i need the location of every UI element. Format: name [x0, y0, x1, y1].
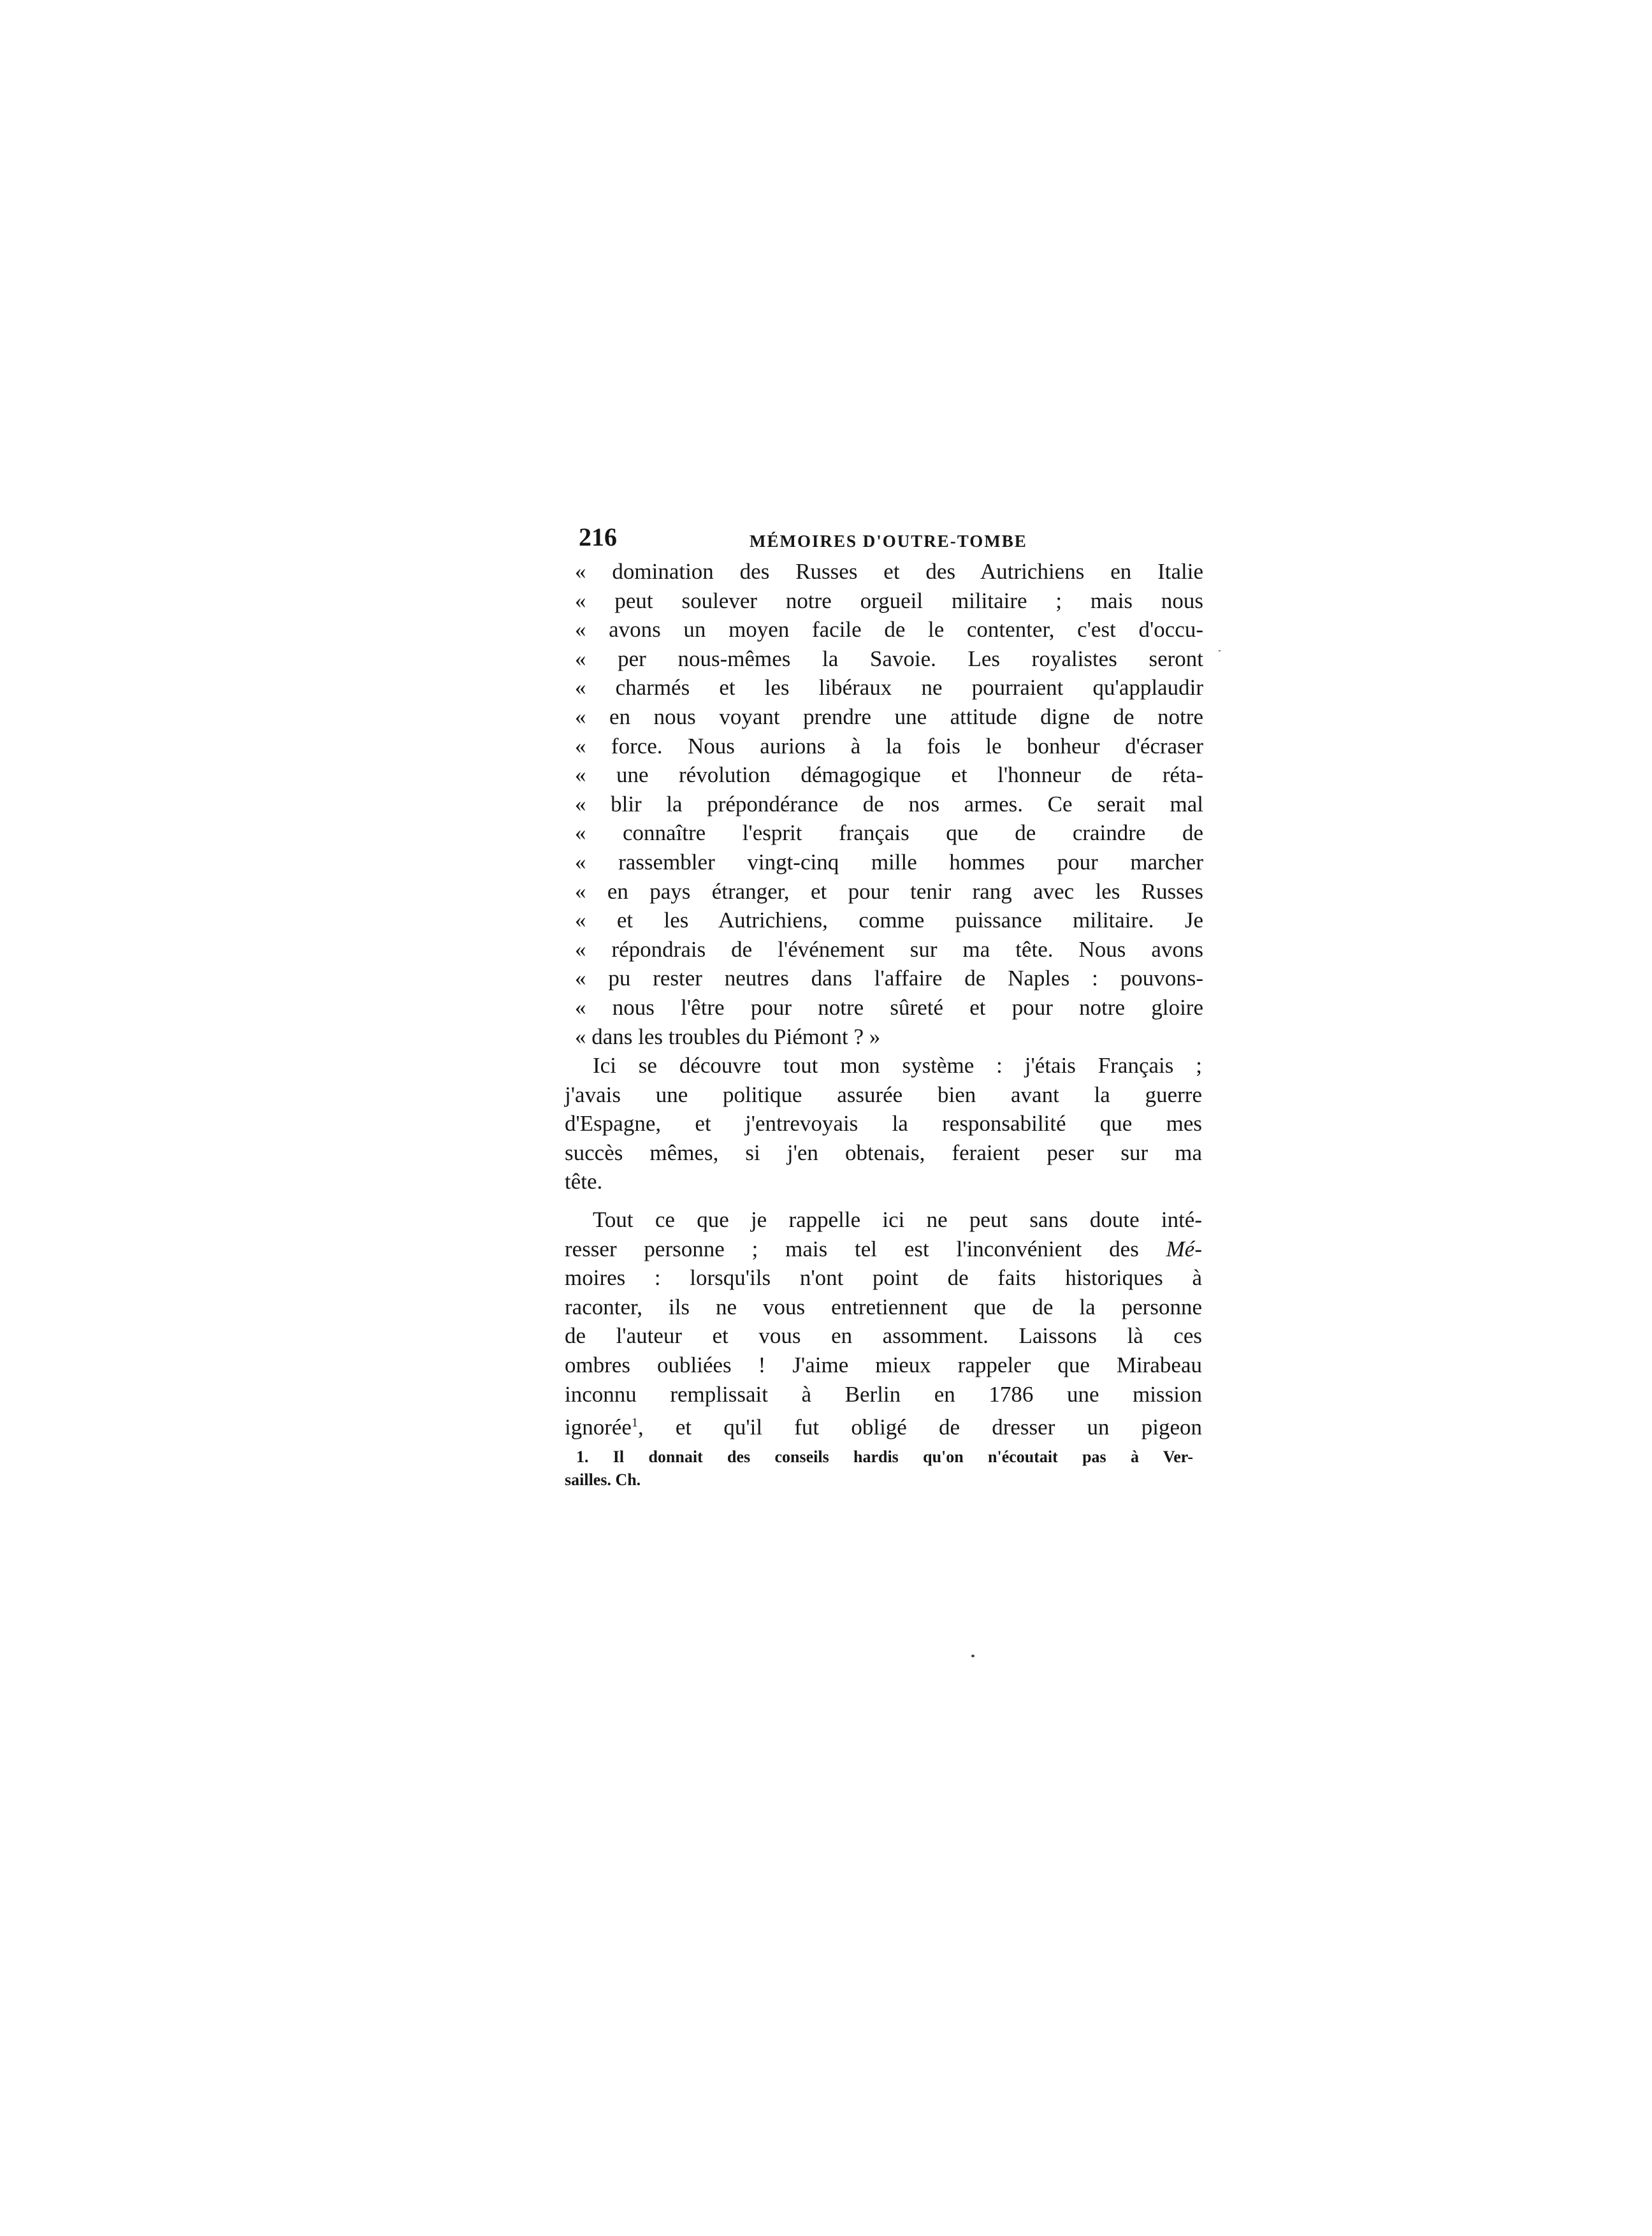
text-segment: resser personne ; mais tel est l'inconvénient des — [565, 1236, 1166, 1261]
text-line: raconter, ils ne vous entretiennent que de la personne — [565, 1294, 1202, 1319]
text-line: ombres oubliées ! J'aime mieux rappeler que Mirabeau — [565, 1353, 1202, 1378]
text-line: « domination des Russes et des Autrichiens en Italie — [575, 559, 1203, 584]
text-line: « dans les troubles du Piémont ? » — [575, 1024, 881, 1049]
text-line: « et les Autrichiens, comme puissance militaire. Je — [575, 908, 1203, 933]
italic-title: Mé- — [1166, 1236, 1202, 1261]
text-line: « force. Nous aurions à la fois le bonheur d'écraser — [575, 733, 1203, 759]
text-line — [565, 1263, 1202, 1293]
text-line: « une révolution démagogique et l'honneur de réta- — [575, 762, 1203, 788]
running-title: MÉMOIRES D'OUTRE-TOMBE — [750, 532, 1027, 551]
text-line: « en nous voyant prendre une attitude digne de notre — [575, 704, 1203, 729]
text-line: de l'auteur et vous en assomment. Laissons là ces — [565, 1323, 1202, 1349]
page-number: 216 — [579, 523, 617, 551]
text-line: j'avais une politique assurée bien avant la guerre — [565, 1082, 1202, 1107]
paragraph-memoires — [565, 1205, 1203, 1442]
text-line: Tout ce que je rappelle ici ne peut sans doute inté- — [593, 1207, 1202, 1233]
text-line: « connaître l'esprit français que de craindre de — [575, 820, 1203, 846]
book-page — [565, 521, 1203, 1492]
text-line: « peut soulever notre orgueil militaire ; mais nous — [575, 588, 1203, 613]
running-head — [565, 521, 1203, 553]
text-segment: , et qu'il fut obligé de dresser un pigeon — [637, 1414, 1202, 1440]
text-line: « rassembler vingt-cinq mille hommes pour marcher — [575, 849, 1203, 875]
text-line: inconnu remplissait à Berlin en 1786 une mission — [565, 1381, 1202, 1407]
text-line: tête. — [565, 1169, 603, 1194]
text-segment: ignorée — [565, 1414, 632, 1440]
quoted-speech — [575, 557, 1203, 1051]
text-line: Ici se découvre tout mon système : j'étais Français ; — [593, 1053, 1202, 1078]
footnote — [565, 1446, 1203, 1492]
text-line — [565, 1235, 1202, 1264]
text-line: « blir la prépondérance de nos armes. Ce serait mal — [575, 791, 1203, 817]
footnote-line: 1. Il donnait des conseils hardis qu'on n'écoutait pas à Ver- — [576, 1448, 1193, 1467]
text-segment: moires : lorsqu'ils n'ont point de faits historiques à — [565, 1265, 1202, 1291]
text-line — [565, 1409, 1202, 1442]
text-line: succès mêmes, si j'en obtenais, feraient peser sur ma — [565, 1140, 1202, 1165]
footnote-line: sailles. Ch. — [565, 1470, 641, 1490]
paragraph-systeme — [565, 1051, 1203, 1196]
text-line: « répondrais de l'événement sur ma tête. Nous avons — [575, 936, 1203, 962]
text-line: « per nous-mêmes la Savoie. Les royalistes seront — [575, 646, 1203, 671]
scan-speck — [1219, 650, 1221, 651]
scan-speck — [971, 1655, 975, 1657]
text-line: « nous l'être pour notre sûreté et pour notre gloire — [575, 994, 1203, 1020]
text-line: d'Espagne, et j'entrevoyais la responsabilité que mes — [565, 1111, 1202, 1136]
text-line: « avons un moyen facile de le contenter, c'est d'occu- — [575, 617, 1203, 642]
text-line: « charmés et les libéraux ne pourraient qu'applaudir — [575, 675, 1203, 701]
text-line: « en pays étranger, et pour tenir rang avec les Russes — [575, 878, 1203, 904]
text-line: « pu rester neutres dans l'affaire de Naples : pouvons- — [575, 966, 1203, 991]
footnote-reference: 1 — [631, 1416, 638, 1430]
